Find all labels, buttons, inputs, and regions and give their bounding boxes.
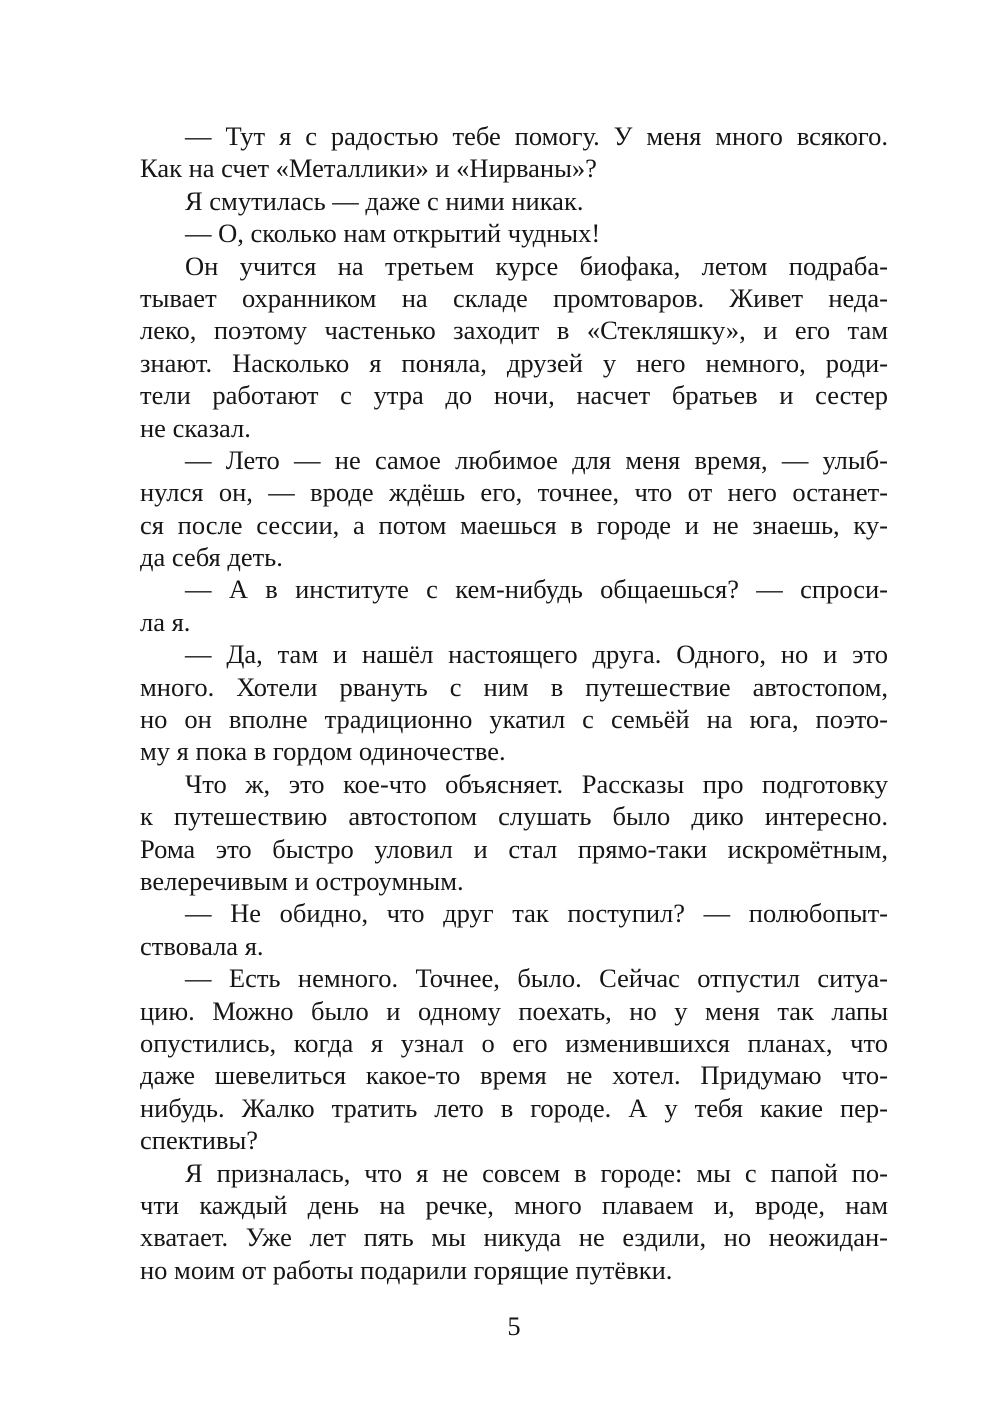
text-line: но моим от работы подарили горящие путёвки.	[140, 1254, 673, 1285]
paragraph	[140, 897, 888, 962]
paragraph	[140, 1157, 888, 1287]
text-line: велеречивым и остроумным.	[140, 865, 464, 896]
text-line: нулся он, — вроде ждёшь его, точнее, что от него останет-	[140, 477, 888, 508]
paragraph	[140, 120, 888, 185]
text-line: — О, сколько нам открытий чудных!	[185, 218, 601, 249]
text-line: — Тут я с радостью тебе помогу. У меня много всякого.	[185, 121, 888, 151]
text-line: му я пока в гордом одиночестве.	[140, 736, 506, 767]
text-line: хватает. Уже лет пять мы никуда не ездили, но неожидан-	[140, 1222, 888, 1253]
page-number: 5	[507, 1311, 521, 1341]
paragraph	[140, 185, 888, 217]
text-line: — Лето — не самое любимое для меня время, — улыб-	[185, 444, 888, 475]
paragraph	[140, 444, 888, 574]
paragraph	[140, 638, 888, 768]
text-line: ла я.	[140, 606, 191, 637]
text-line: да себя деть.	[140, 542, 283, 573]
text-line: тывает охранником на складе промтоваров. Живет неда-	[140, 282, 888, 313]
text-line: Я призналась, что я не совсем в городе: мы с папой по-	[185, 1157, 888, 1188]
text-line: — Есть немного. Точнее, было. Сейчас отпустил ситуа-	[185, 963, 888, 994]
text-line: леко, поэтому частенько заходит в «Стекляшку», и его там	[140, 315, 888, 346]
text-line: много. Хотели рвануть с ним в путешествие автостопом,	[140, 671, 888, 702]
text-line: ствовала я.	[140, 930, 264, 961]
text-line: Что ж, это кое-что объясняет. Рассказы про подготовку	[185, 768, 888, 799]
text-line: ся после сессии, а потом маешься в городе и не знаешь, ку-	[140, 509, 888, 540]
text-line: нибудь. Жалко тратить лето в городе. А у тебя какие пер-	[140, 1092, 888, 1123]
text-line: Он учится на третьем курсе биофака, летом подраба-	[185, 250, 888, 281]
text-line: чти каждый день на речке, много плаваем и, вроде, нам	[140, 1189, 888, 1220]
paragraph	[140, 217, 888, 249]
text-line: опустились, когда я узнал о его изменившихся планах, что	[140, 1027, 888, 1058]
text-line: цию. Можно было и одному поехать, но у меня так лапы	[140, 995, 888, 1026]
paragraph	[140, 962, 888, 1156]
paragraph	[140, 250, 888, 444]
paragraph	[140, 573, 888, 638]
text-line: — А в институте с кем-нибудь общаешься? — спроси-	[185, 574, 888, 605]
text-line: тели работают с утра до ночи, насчет братьев и сестер	[140, 380, 888, 411]
text-line: Рома это быстро уловил и стал прямо-таки искромётным,	[140, 833, 888, 864]
text-line: но он вполне традиционно укатил с семьёй на юга, поэто-	[140, 704, 888, 735]
text-line: — Да, там и нашёл настоящего друга. Одного, но и это	[185, 639, 888, 670]
paragraph	[140, 768, 888, 898]
text-line: знают. Насколько я поняла, друзей у него немного, роди-	[140, 347, 888, 378]
text-line: к путешествию автостопом слушать было дико интересно.	[140, 801, 888, 832]
text-line: — Не обидно, что друг так поступил? — полюбопыт-	[185, 898, 888, 929]
text-line: не сказал.	[140, 412, 251, 443]
text-block	[140, 120, 888, 1286]
text-line: Я смутилась — даже с ними никак.	[185, 185, 584, 216]
text-line: спективы?	[140, 1125, 259, 1156]
text-line: Как на счет «Металлики» и «Нирваны»?	[140, 153, 597, 184]
text-line: даже шевелиться какое-то время не хотел. Придумаю что-	[140, 1060, 888, 1091]
